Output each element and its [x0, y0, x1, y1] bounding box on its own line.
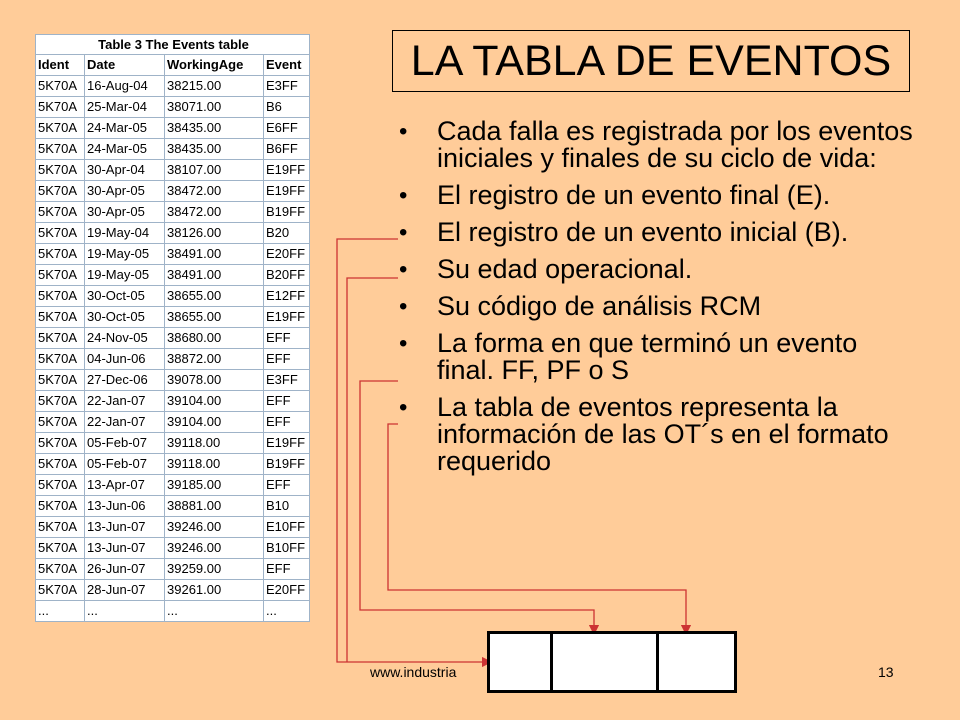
cell-date: 19-May-05 — [85, 244, 165, 265]
cell-workingage: 38215.00 — [165, 76, 264, 97]
column-header-workingage: WorkingAge — [165, 55, 264, 76]
cell-event: EFF — [264, 412, 310, 433]
cell-ident: 5K70A — [36, 433, 85, 454]
cell-date: 13-Jun-06 — [85, 496, 165, 517]
cell-event: E20FF — [264, 244, 310, 265]
cell-event: E19FF — [264, 433, 310, 454]
cell-workingage: 38491.00 — [165, 265, 264, 286]
cell-workingage: 39261.00 — [165, 580, 264, 601]
cell-date: 22-Jan-07 — [85, 391, 165, 412]
bullet-dot: • — [399, 182, 408, 209]
cell-date: 25-Mar-04 — [85, 97, 165, 118]
cell-event: EFF — [264, 559, 310, 580]
cell-date: 30-Oct-05 — [85, 307, 165, 328]
cell-date: 26-Jun-07 — [85, 559, 165, 580]
cell-date: 13-Jun-07 — [85, 517, 165, 538]
cell-workingage: 38655.00 — [165, 286, 264, 307]
bullet-dot: • — [399, 219, 408, 246]
cell-event: E20FF — [264, 580, 310, 601]
cell-workingage: 39078.00 — [165, 370, 264, 391]
connector-line-initial-event — [347, 278, 398, 662]
cell-event: B20FF — [264, 265, 310, 286]
footer-url: www.industria — [370, 664, 457, 680]
bullet-text: El registro de un evento final (E). — [437, 180, 831, 210]
cell-workingage: 38472.00 — [165, 181, 264, 202]
cell-event: B6FF — [264, 139, 310, 160]
cell-ident: 5K70A — [36, 76, 85, 97]
cell-date: 16-Aug-04 — [85, 76, 165, 97]
cell-workingage: 39246.00 — [165, 517, 264, 538]
cell-ident: 5K70A — [36, 475, 85, 496]
cell-ident: 5K70A — [36, 496, 85, 517]
cell-date: 19-May-04 — [85, 223, 165, 244]
cell-event: ... — [264, 601, 310, 622]
cell-workingage: 38107.00 — [165, 160, 264, 181]
cell-event: EFF — [264, 475, 310, 496]
cell-event: E10FF — [264, 517, 310, 538]
cell-ident: ... — [36, 601, 85, 622]
cell-ident: 5K70A — [36, 265, 85, 286]
bullet-text: La forma en que terminó un evento final. FF, PF o S — [437, 328, 858, 385]
cell-event: EFF — [264, 391, 310, 412]
bullet-text: Su edad operacional. — [437, 254, 693, 284]
cell-ident: 5K70A — [36, 328, 85, 349]
cell-event: B20 — [264, 223, 310, 244]
cell-ident: 5K70A — [36, 181, 85, 202]
cell-workingage: 38472.00 — [165, 202, 264, 223]
cell-date: 28-Jun-07 — [85, 580, 165, 601]
column-header-date: Date — [85, 55, 165, 76]
column-header-event: Event — [264, 55, 310, 76]
events-table-caption: Table 3 The Events table — [36, 35, 310, 55]
bullet-dot: • — [399, 256, 408, 283]
cell-workingage: 39185.00 — [165, 475, 264, 496]
bullet-dot: • — [399, 394, 408, 421]
bullet-text: El registro de un evento inicial (B). — [437, 217, 849, 247]
cell-workingage: 39259.00 — [165, 559, 264, 580]
cell-ident: 5K70A — [36, 454, 85, 475]
connector-line-rcm-code — [360, 381, 594, 630]
column-header-ident: Ident — [36, 55, 85, 76]
cell-workingage: 39118.00 — [165, 454, 264, 475]
cell-date: 13-Apr-07 — [85, 475, 165, 496]
cell-ident: 5K70A — [36, 286, 85, 307]
cell-ident: 5K70A — [36, 517, 85, 538]
cell-date: 24-Nov-05 — [85, 328, 165, 349]
cell-ident: 5K70A — [36, 139, 85, 160]
cell-workingage: 38680.00 — [165, 328, 264, 349]
cell-workingage: 38872.00 — [165, 349, 264, 370]
cell-event: E19FF — [264, 181, 310, 202]
cell-workingage: 38435.00 — [165, 139, 264, 160]
cell-event: B6 — [264, 97, 310, 118]
cell-ident: 5K70A — [36, 538, 85, 559]
cell-event: E12FF — [264, 286, 310, 307]
cell-event: B19FF — [264, 454, 310, 475]
cell-workingage: 38126.00 — [165, 223, 264, 244]
cell-event: B19FF — [264, 202, 310, 223]
cell-ident: 5K70A — [36, 580, 85, 601]
cell-workingage: 38655.00 — [165, 307, 264, 328]
bullet-text: Cada falla es registrada por los eventos iniciales y finales de su ciclo de vida: — [437, 116, 913, 173]
cell-ident: 5K70A — [36, 97, 85, 118]
cell-event: E3FF — [264, 370, 310, 391]
cell-ident: 5K70A — [36, 202, 85, 223]
cell-date: 27-Dec-06 — [85, 370, 165, 391]
cell-date: 19-May-05 — [85, 265, 165, 286]
cell-ident: 5K70A — [36, 307, 85, 328]
cell-event: E19FF — [264, 307, 310, 328]
cell-event: EFF — [264, 328, 310, 349]
cell-workingage: 39104.00 — [165, 412, 264, 433]
cell-date: 13-Jun-07 — [85, 538, 165, 559]
cell-ident: 5K70A — [36, 160, 85, 181]
cell-date: 30-Apr-04 — [85, 160, 165, 181]
cell-date: 30-Apr-05 — [85, 181, 165, 202]
bullet-dot: • — [399, 118, 408, 145]
cell-date: 24-Mar-05 — [85, 139, 165, 160]
cell-ident: 5K70A — [36, 391, 85, 412]
cell-date: ... — [85, 601, 165, 622]
bullet-text: La tabla de eventos representa la información de las OT´s en el formato requerido — [437, 392, 889, 476]
cell-event: B10FF — [264, 538, 310, 559]
cell-ident: 5K70A — [36, 223, 85, 244]
cell-date: 30-Apr-05 — [85, 202, 165, 223]
cell-event: E19FF — [264, 160, 310, 181]
record-cell-rcm-code — [550, 634, 656, 690]
cell-ident: 5K70A — [36, 412, 85, 433]
record-cell-event — [490, 634, 550, 690]
cell-workingage: 38881.00 — [165, 496, 264, 517]
cell-ident: 5K70A — [36, 244, 85, 265]
record-cell-end-form — [656, 634, 734, 690]
bullet-dot: • — [399, 330, 408, 357]
page-number: 13 — [878, 664, 894, 680]
cell-date: 30-Oct-05 — [85, 286, 165, 307]
cell-ident: 5K70A — [36, 559, 85, 580]
cell-date: 05-Feb-07 — [85, 454, 165, 475]
cell-ident: 5K70A — [36, 370, 85, 391]
slide-title: LA TABLA DE EVENTOS — [410, 36, 892, 85]
event-record-box — [487, 631, 737, 693]
cell-workingage: 39104.00 — [165, 391, 264, 412]
cell-workingage: 38491.00 — [165, 244, 264, 265]
cell-ident: 5K70A — [36, 349, 85, 370]
cell-workingage: 38071.00 — [165, 97, 264, 118]
cell-workingage: 39118.00 — [165, 433, 264, 454]
cell-event: E6FF — [264, 118, 310, 139]
cell-workingage: ... — [165, 601, 264, 622]
cell-event: EFF — [264, 349, 310, 370]
cell-date: 05-Feb-07 — [85, 433, 165, 454]
cell-event: B10 — [264, 496, 310, 517]
bullet-dot: • — [399, 293, 408, 320]
cell-date: 22-Jan-07 — [85, 412, 165, 433]
cell-event: E3FF — [264, 76, 310, 97]
connector-line-end-form — [388, 424, 686, 630]
cell-date: 04-Jun-06 — [85, 349, 165, 370]
cell-workingage: 38435.00 — [165, 118, 264, 139]
cell-date: 24-Mar-05 — [85, 118, 165, 139]
cell-ident: 5K70A — [36, 118, 85, 139]
bullet-text: Su código de análisis RCM — [437, 291, 762, 321]
cell-workingage: 39246.00 — [165, 538, 264, 559]
